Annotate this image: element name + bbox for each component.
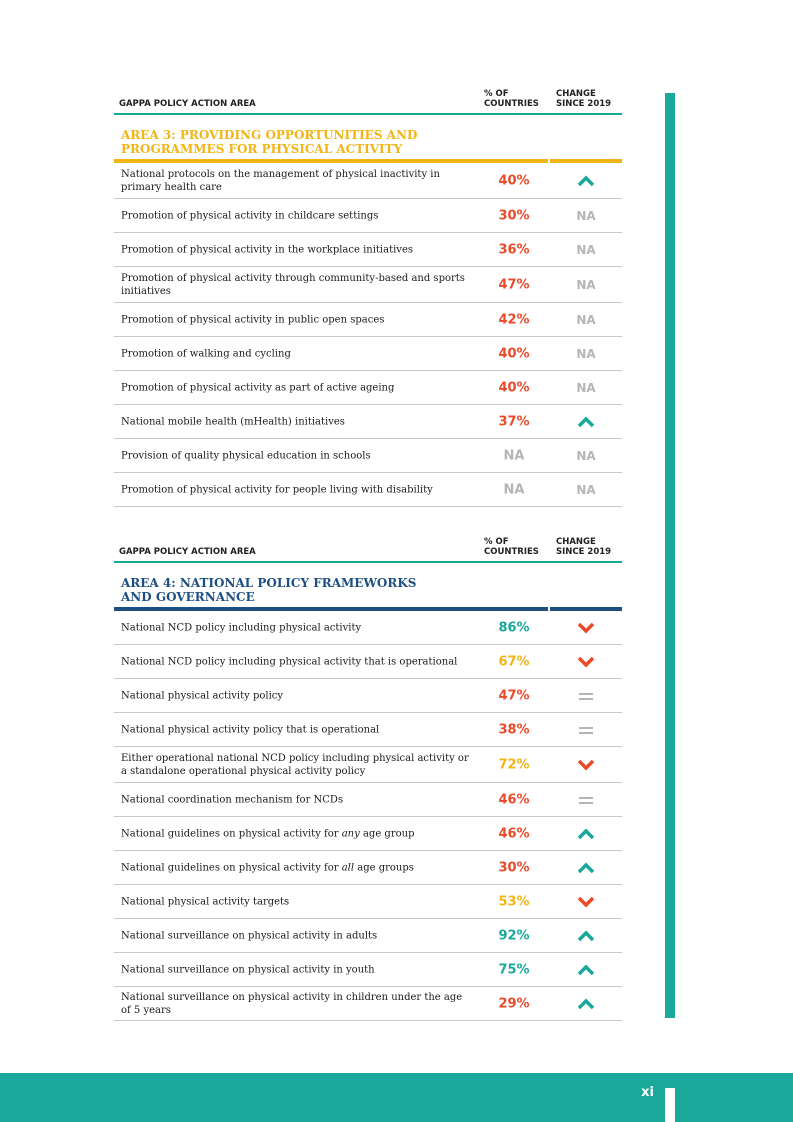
row-label: Promotion of walking and cycling [121,348,291,359]
change-indicator [550,722,622,738]
column-header-area: GAPPA POLICY ACTION AREA [119,547,256,557]
change-indicator [550,792,622,808]
column-header-percent [484,89,539,109]
table-row [114,817,622,851]
table-row [114,953,622,987]
table-row [114,987,622,1021]
table-row [114,919,622,953]
row-label: Promotion of physical activity through community-based and sports initiatives [121,272,465,297]
table-row [114,267,622,303]
chevron-up-icon [577,929,595,943]
column-header-change [556,89,611,109]
change-indicator [550,962,622,978]
change-indicator [550,996,622,1012]
percent-value: 30% [498,860,530,875]
percent-value: 30% [498,208,530,223]
percent-value: NA [503,448,525,463]
percent-value: 67% [498,654,530,669]
area-title [114,115,622,159]
chevron-up-icon [577,827,595,841]
table-row [114,851,622,885]
chevron-up-icon [577,997,595,1011]
table-row [114,611,622,645]
row-label: National protocols on the management of physical inactivity in primary health care [121,168,440,193]
change-indicator [550,894,622,910]
row-label: National mobile health (mHealth) initiatives [121,416,345,427]
table-row [114,679,622,713]
row-label: Promotion of physical activity in public open spaces [121,314,385,325]
table-row [114,405,622,439]
row-label: Promotion of physical activity as part of active ageing [121,382,395,393]
change-indicator: NA [576,346,596,361]
row-label: Promotion of physical activity in the workplace initiatives [121,244,414,255]
percent-value: 40% [498,173,530,188]
area-3-table [114,85,622,507]
percent-value: 47% [498,688,530,703]
change-indicator [550,757,622,773]
column-header-change-line1: CHANGE [556,89,596,99]
percent-value: NA [503,482,525,497]
percent-value: 29% [498,996,530,1011]
row-label: National physical activity policy [121,690,284,701]
row-label: National coordination mechanism for NCDs [121,794,344,805]
percent-value: 38% [498,722,530,737]
row-label: National NCD policy including physical activity [121,622,362,633]
chevron-up-icon [577,963,595,977]
change-indicator [550,414,622,430]
row-label: Promotion of physical activity for people living with disability [121,484,433,495]
chevron-down-icon [577,621,595,635]
equal-icon [577,793,595,807]
chevron-down-icon [577,655,595,669]
percent-value: 92% [498,928,530,943]
row-label: Promotion of physical activity in childcare settings [121,210,379,221]
percent-value: 72% [498,757,530,772]
change-indicator [550,860,622,876]
change-indicator [550,688,622,704]
chevron-up-icon [577,861,595,875]
chevron-down-icon [577,758,595,772]
area-title-line1: AREA 3: PROVIDING OPPORTUNITIES AND [121,128,418,142]
row-label-text: National guidelines on physical activity for [121,862,342,873]
table-row [114,303,622,337]
chevron-up-icon [577,415,595,429]
column-header-percent-line1: % OF [484,537,509,547]
chevron-up-icon [577,174,595,188]
change-indicator [550,654,622,670]
row-label: Either operational national NCD policy including physical activity or a standalone operational physical activity policy [121,752,469,777]
row-label-text: National guidelines on physical activity for [121,828,342,839]
percent-value: 40% [498,346,530,361]
area-title-line2: AND GOVERNANCE [121,590,255,604]
table-header [114,85,622,115]
table-row [114,713,622,747]
row-label: National surveillance on physical activity in adults [121,930,378,941]
chevron-down-icon [577,895,595,909]
page-number: xi [641,1085,654,1100]
row-label: National surveillance on physical activity in youth [121,964,375,975]
column-header-change-line1: CHANGE [556,537,596,547]
equal-icon [577,689,595,703]
change-indicator [550,173,622,189]
change-indicator [550,826,622,842]
column-header-percent-line2: COUNTRIES [484,547,539,557]
row-label [121,861,471,874]
row-label: National surveillance on physical activity in children under the age of 5 years [121,991,463,1016]
row-label: National physical activity policy that is operational [121,724,380,735]
column-header-percent [484,537,539,557]
table-row [114,439,622,473]
table-row [114,645,622,679]
table-row [114,783,622,817]
row-label-emphasis: any [341,828,360,839]
table-row [114,233,622,267]
sidebar-accent-bar [665,93,675,1018]
row-label-text: age group [359,828,415,839]
table-header [114,533,622,563]
area-title-line2: PROGRAMMES FOR PHYSICAL ACTIVITY [121,142,403,156]
table-row [114,371,622,405]
row-label-emphasis: all [341,862,355,873]
percent-value: 53% [498,894,530,909]
column-header-area: GAPPA POLICY ACTION AREA [119,99,256,109]
row-label: National physical activity targets [121,896,290,907]
change-indicator: NA [576,312,596,327]
change-indicator: NA [576,208,596,223]
area-title [114,563,622,607]
column-header-change [556,537,611,557]
change-indicator [550,928,622,944]
table-row [114,163,622,199]
percent-value: 40% [498,380,530,395]
row-label-text: age groups [354,862,414,873]
table-row [114,337,622,371]
column-header-change-line2: SINCE 2019 [556,547,612,557]
percent-value: 42% [498,312,530,327]
percent-value: 86% [498,620,530,635]
footer-tab [665,1088,675,1122]
row-label [121,827,471,840]
table-row [114,885,622,919]
change-indicator: NA [576,242,596,257]
change-indicator: NA [576,482,596,497]
area-title-line1: AREA 4: NATIONAL POLICY FRAMEWORKS [121,576,417,590]
change-indicator [550,620,622,636]
column-header-percent-line1: % OF [484,89,509,99]
percent-value: 46% [498,792,530,807]
percent-value: 36% [498,242,530,257]
column-header-percent-line2: COUNTRIES [484,99,539,109]
percent-value: 46% [498,826,530,841]
table-row [114,199,622,233]
equal-icon [577,723,595,737]
percent-value: 47% [498,277,530,292]
table-row [114,747,622,783]
change-indicator: NA [576,277,596,292]
percent-value: 37% [498,414,530,429]
percent-value: 75% [498,962,530,977]
change-indicator: NA [576,448,596,463]
column-header-change-line2: SINCE 2019 [556,99,612,109]
row-label: National NCD policy including physical activity that is operational [121,656,458,667]
row-label: Provision of quality physical education in schools [121,450,371,461]
table-row [114,473,622,507]
change-indicator: NA [576,380,596,395]
area-4-table [114,533,622,1021]
